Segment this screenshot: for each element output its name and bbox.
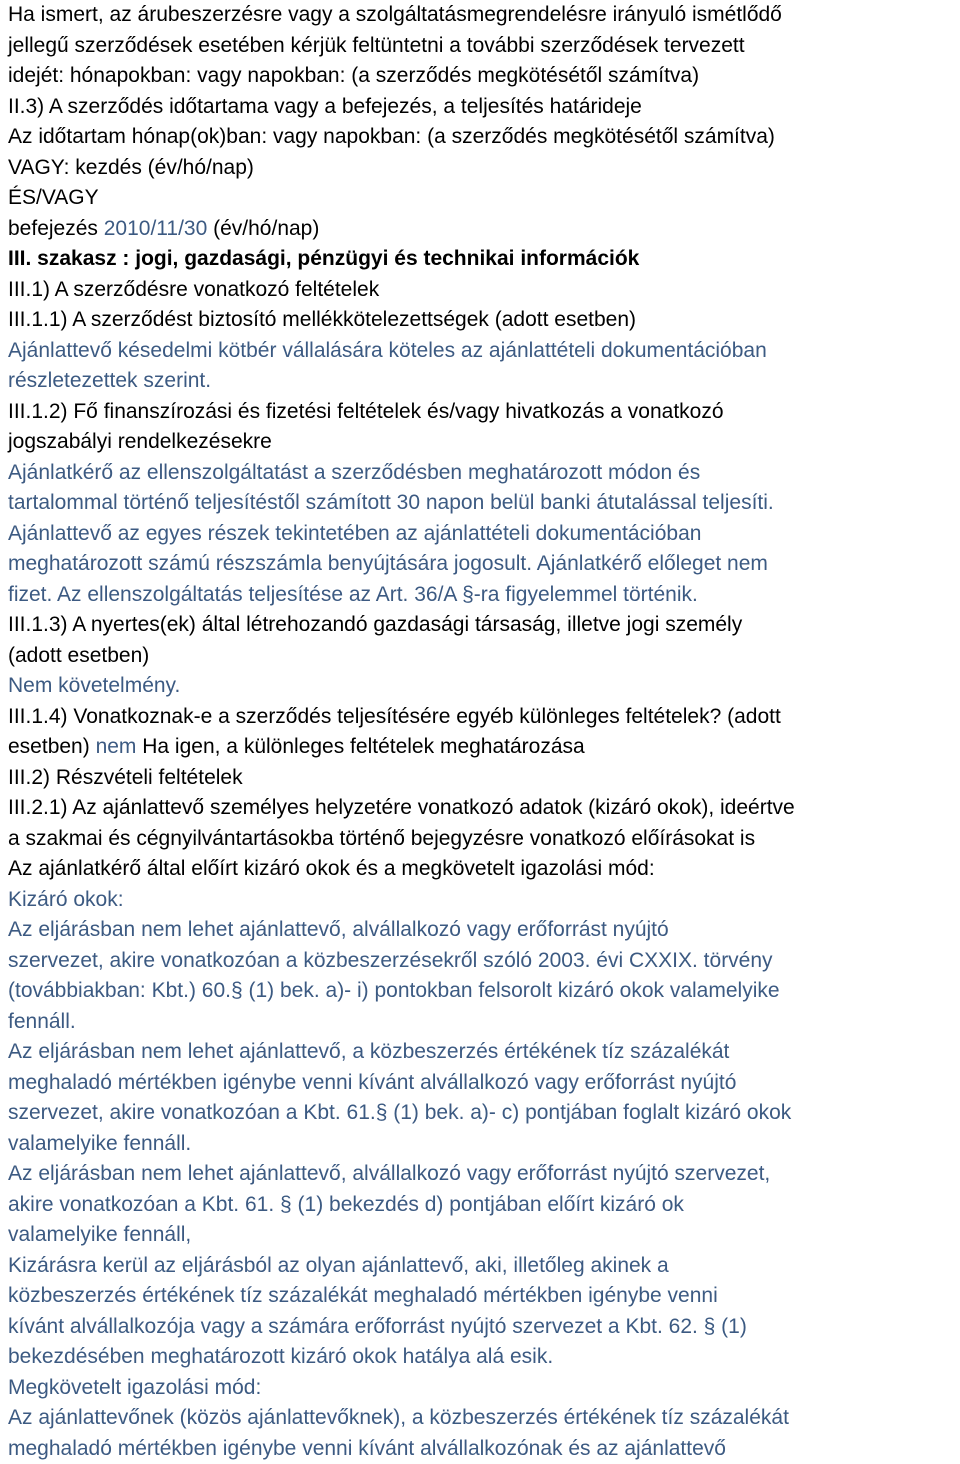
answer-text: akire vonatkozóan a Kbt. 61. § (1) bekezdés d) pontjában előírt kizáró ok: [8, 1192, 684, 1216]
text-line: [8, 397, 960, 428]
text-line: [8, 1007, 960, 1038]
text-line: [8, 671, 960, 702]
answer-text: szervezet, akire vonatkozóan a Kbt. 61.§ (1) bek. a)- c) pontjában foglalt kizáró okok: [8, 1101, 792, 1124]
form-text: Az ajánlatkérő által előírt kizáró okok és a megkövetelt igazolási mód:: [8, 857, 655, 880]
text-line: [8, 1434, 960, 1464]
answer-text: kívánt alvállalkozója vagy a számára erőforrást nyújtó szervezet a Kbt. 62. § (1): [8, 1314, 747, 1338]
text-line: [8, 915, 960, 946]
form-text: esetben): [8, 735, 96, 758]
text-line: [8, 427, 960, 458]
answer-text: tartalommal történő teljesítéstől számított 30 napon belül banki átutalással teljesíti.: [8, 491, 774, 514]
text-line: [8, 122, 960, 153]
answer-text: nem: [95, 735, 137, 758]
text-line: [8, 1281, 960, 1312]
form-text: jogszabályi rendelkezésekre: [8, 430, 272, 453]
text-line: [8, 153, 960, 184]
form-text: III.1) A szerződésre vonatkozó feltételek: [8, 277, 380, 301]
text-line: [8, 793, 960, 824]
answer-text: közbeszerzés értékének tíz százalékát meghaladó mértékben igénybe venni: [8, 1284, 718, 1307]
form-text: III.1.1) A szerződést biztosító mellékkötelezettségek (adott esetben): [8, 308, 637, 331]
text-line: [8, 854, 960, 885]
form-text: II.3) A szerződés időtartama vagy a befejezés, a teljesítés határideje: [8, 94, 642, 118]
form-text: befejezés: [8, 216, 104, 240]
text-line: [8, 92, 960, 123]
form-text: III.1.4) Vonatkoznak-e a szerződés teljesítésére egyéb különleges feltételek? (adott: [8, 704, 781, 728]
answer-text: Az eljárásban nem lehet ajánlattevő, alvállalkozó vagy erőforrást nyújtó: [8, 918, 669, 941]
text-line: [8, 885, 960, 916]
text-line: [8, 1403, 960, 1434]
text-line: [8, 244, 960, 275]
form-text: idejét: hónapokban: vagy napokban: (a szerződés megkötésétől számítva): [8, 64, 700, 87]
text-line: [8, 732, 960, 763]
text-line: [8, 1159, 960, 1190]
form-text: a szakmai és cégnyilvántartásokba történő bejegyzésre vonatkozó előírásokat is: [8, 826, 756, 850]
text-line: [8, 1037, 960, 1068]
text-line: [8, 824, 960, 855]
text-line: [8, 976, 960, 1007]
text-line: [8, 1220, 960, 1251]
form-text: III.1.3) A nyertes(ek) által létrehozandó gazdasági társaság, illetve jogi személy: [8, 613, 743, 636]
answer-text: meghaladó mértékben igénybe venni kívánt alvállalkozó vagy erőforrást nyújtó: [8, 1070, 737, 1094]
text-line: [8, 214, 960, 245]
text-line: [8, 31, 960, 62]
answer-text: Nem követelmény.: [8, 674, 181, 697]
text-line: [8, 275, 960, 306]
answer-text: Az ajánlattevőnek (közös ajánlattevőknek), a közbeszerzés értékének tíz százalékát: [8, 1406, 789, 1429]
text-line: [8, 183, 960, 214]
form-text: III.2.1) Az ajánlattevő személyes helyzetére vonatkozó adatok (kizáró okok), ideértve: [8, 796, 795, 819]
answer-text: meghatározott számú részszámla benyújtására jogosult. Ajánlatkérő előleget nem: [8, 552, 768, 575]
answer-text: Az eljárásban nem lehet ajánlattevő, alvállalkozó vagy erőforrást nyújtó szervezet,: [8, 1162, 771, 1185]
answer-text: (továbbiakban: Kbt.) 60.§ (1) bek. a)- i) pontokban felsorolt kizáró okok valamelyike: [8, 979, 780, 1002]
answer-text: meghaladó mértékben igénybe venni kívánt alvállalkozónak és az ajánlattevő: [8, 1436, 726, 1460]
answer-text: Az eljárásban nem lehet ajánlattevő, a közbeszerzés értékének tíz százalékát: [8, 1040, 730, 1063]
text-line: [8, 702, 960, 733]
text-line: [8, 1373, 960, 1404]
text-line: [8, 549, 960, 580]
text-line: [8, 641, 960, 672]
answer-text: fennáll.: [8, 1009, 76, 1033]
form-text: jellegű szerződések esetében kérjük feltüntetni a további szerződések tervezett: [8, 33, 745, 57]
answer-text: valamelyike fennáll.: [8, 1131, 192, 1155]
text-line: [8, 1129, 960, 1160]
text-line: [8, 366, 960, 397]
text-line: [8, 1190, 960, 1221]
form-text: (adott esetben): [8, 643, 150, 667]
text-line: [8, 1098, 960, 1129]
text-line: [8, 610, 960, 641]
answer-text: valamelyike fennáll,: [8, 1223, 192, 1246]
text-line: [8, 305, 960, 336]
form-text: III.1.2) Fő finanszírozási és fizetési feltételek és/vagy hivatkozás a vonatkozó: [8, 399, 724, 423]
form-text: Ha igen, a különleges feltételek meghatározása: [136, 735, 585, 758]
form-text: ÉS/VAGY: [8, 186, 99, 209]
answer-text: részletezettek szerint.: [8, 369, 212, 392]
form-text: (év/hó/nap): [207, 216, 320, 240]
text-line: [8, 580, 960, 611]
text-line: [8, 763, 960, 794]
text-line: [8, 61, 960, 92]
answer-text: Kizárásra kerül az eljárásból az olyan ajánlattevő, aki, illetőleg akinek a: [8, 1253, 669, 1277]
answer-text: szervezet, akire vonatkozóan a közbeszerzésekről szóló 2003. évi CXXIX. törvény: [8, 948, 773, 972]
text-line: [8, 0, 960, 31]
answer-text: 2010/11/30: [103, 216, 208, 240]
text-line: [8, 946, 960, 977]
answer-text: Ajánlattevő késedelmi kötbér vállalására köteles az ajánlattételi dokumentációban: [8, 338, 767, 362]
form-text: Ha ismert, az árubeszerzésre vagy a szolgáltatásmegrendelésre irányuló ismétlődő: [8, 3, 782, 26]
text-line: [8, 519, 960, 550]
answer-text: Ajánlattevő az egyes részek tekintetében az ajánlattételi dokumentációban: [8, 521, 702, 545]
text-line: [8, 488, 960, 519]
answer-text: fizet. Az ellenszolgáltatás teljesítése az Art. 36/A §-ra figyelemmel történik.: [8, 582, 698, 606]
answer-text: Kizáró okok:: [8, 887, 124, 911]
text-line: [8, 458, 960, 489]
answer-text: Ajánlatkérő az ellenszolgáltatást a szerződésben meghatározott módon és: [8, 460, 701, 484]
text-line: [8, 1251, 960, 1282]
answer-text: Megkövetelt igazolási mód:: [8, 1375, 262, 1399]
text-line: [8, 1312, 960, 1343]
form-text: Az időtartam hónap(ok)ban: vagy napokban: (a szerződés megkötésétől számítva): [8, 125, 775, 148]
form-text: VAGY: kezdés (év/hó/nap): [8, 155, 254, 179]
text-line: [8, 336, 960, 367]
answer-text: bekezdésében meghatározott kizáró okok hatálya alá esik.: [8, 1345, 554, 1368]
form-text: III.2) Részvételi feltételek: [8, 765, 243, 789]
text-line: [8, 1342, 960, 1373]
form-text: III. szakasz : jogi, gazdasági, pénzügyi és technikai információk: [8, 247, 640, 270]
text-line: [8, 1068, 960, 1099]
